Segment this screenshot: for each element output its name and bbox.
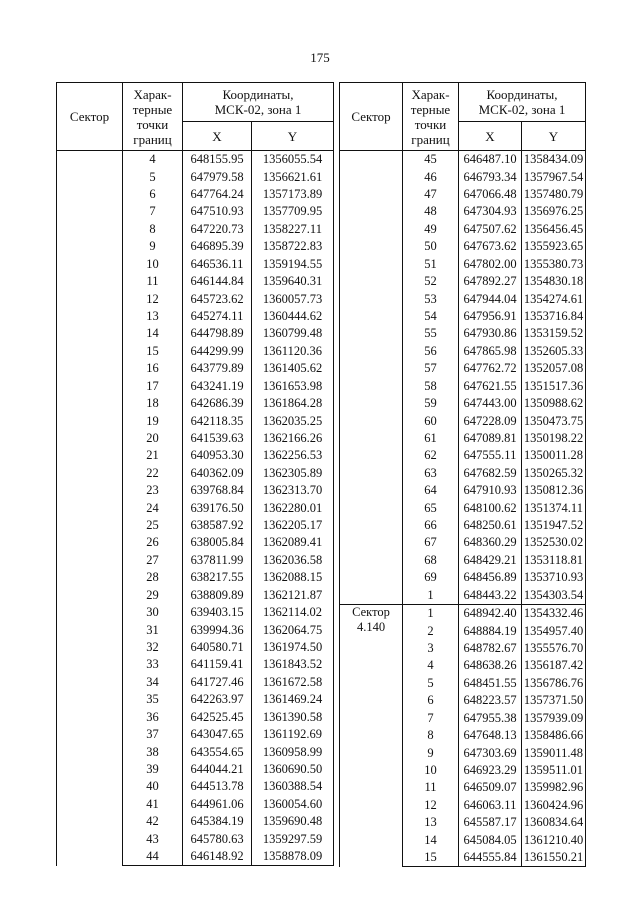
y-coordinate-cell: 1360958.99 — [252, 743, 334, 760]
point-number-cell: 32 — [123, 639, 183, 656]
points-header-line: терные — [410, 101, 451, 117]
x-coordinate-cell: 639176.50 — [183, 499, 252, 516]
x-coordinate-cell: 647510.93 — [183, 203, 252, 220]
y-coordinate-cell: 1356786.76 — [522, 675, 586, 692]
x-coordinate-cell: 642118.35 — [183, 412, 252, 429]
points-header-line: терные — [132, 101, 173, 117]
y-coordinate-cell: 1361974.50 — [252, 639, 334, 656]
y-coordinate-cell: 1360834.64 — [522, 814, 586, 831]
y-coordinate-cell: 1359511.01 — [522, 762, 586, 779]
x-coordinate-cell: 646793.34 — [459, 168, 522, 185]
x-coordinate-cell: 648250.61 — [459, 517, 522, 534]
x-coordinate-cell: 645780.63 — [183, 830, 252, 847]
point-number-cell: 10 — [123, 256, 183, 273]
x-coordinate-cell: 647621.55 — [459, 377, 522, 394]
x-coordinate-cell: 647764.24 — [183, 186, 252, 203]
y-coordinate-cell: 1354830.18 — [522, 273, 586, 290]
x-header: X — [183, 122, 252, 151]
x-coordinate-cell: 640362.09 — [183, 465, 252, 482]
y-coordinate-cell: 1360057.73 — [252, 290, 334, 307]
table-row — [340, 604, 586, 622]
point-number-cell: 39 — [123, 761, 183, 778]
x-coordinate-cell: 646895.39 — [183, 238, 252, 255]
point-number-cell: 9 — [123, 238, 183, 255]
point-number-cell: 41 — [123, 796, 183, 813]
y-coordinate-cell: 1357967.54 — [522, 168, 586, 185]
y-coordinate-cell: 1358434.09 — [522, 151, 586, 169]
x-coordinate-cell: 638217.55 — [183, 569, 252, 586]
y-coordinate-cell: 1361864.28 — [252, 395, 334, 412]
y-coordinate-cell: 1353118.81 — [522, 552, 586, 569]
table-row — [340, 151, 586, 169]
point-number-cell: 28 — [123, 569, 183, 586]
x-coordinate-cell: 638005.84 — [183, 534, 252, 551]
y-coordinate-cell: 1359690.48 — [252, 813, 334, 830]
point-number-cell: 48 — [403, 203, 459, 220]
x-coordinate-cell: 640953.30 — [183, 447, 252, 464]
y-coordinate-cell: 1358227.11 — [252, 221, 334, 238]
point-number-cell: 22 — [123, 465, 183, 482]
point-number-cell: 21 — [123, 447, 183, 464]
coordinates-header-line: Координаты, — [486, 87, 558, 102]
x-coordinate-cell: 645274.11 — [183, 308, 252, 325]
x-coordinate-cell: 648360.29 — [459, 534, 522, 551]
x-coordinate-cell: 647555.11 — [459, 447, 522, 464]
y-coordinate-cell: 1361405.62 — [252, 360, 334, 377]
point-number-cell: 35 — [123, 691, 183, 708]
sector-label: 4.140 — [356, 619, 386, 634]
x-coordinate-cell: 644513.78 — [183, 778, 252, 795]
y-coordinate-cell: 1358722.83 — [252, 238, 334, 255]
y-coordinate-cell: 1362205.17 — [252, 517, 334, 534]
point-number-cell: 1 — [403, 587, 459, 605]
x-coordinate-cell: 647892.27 — [459, 273, 522, 290]
point-number-cell: 11 — [403, 779, 459, 796]
y-coordinate-cell: 1359640.31 — [252, 273, 334, 290]
y-coordinate-cell: 1356187.42 — [522, 657, 586, 674]
y-coordinate-cell: 1350198.22 — [522, 430, 586, 447]
x-coordinate-cell: 644044.21 — [183, 761, 252, 778]
y-coordinate-cell: 1354274.61 — [522, 290, 586, 307]
point-number-cell: 44 — [123, 848, 183, 866]
y-coordinate-cell: 1354957.40 — [522, 622, 586, 639]
x-coordinate-cell: 647220.73 — [183, 221, 252, 238]
point-number-cell: 25 — [123, 517, 183, 534]
y-coordinate-cell: 1362064.75 — [252, 621, 334, 638]
x-coordinate-cell: 648638.26 — [459, 657, 522, 674]
x-coordinate-cell: 642263.97 — [183, 691, 252, 708]
point-number-cell: 15 — [123, 343, 183, 360]
points-header-line: границ — [133, 131, 172, 147]
y-coordinate-cell: 1350812.36 — [522, 482, 586, 499]
point-number-cell: 69 — [403, 569, 459, 586]
y-coordinate-cell: 1353710.93 — [522, 569, 586, 586]
y-header: Y — [252, 122, 334, 151]
x-coordinate-cell: 648443.22 — [459, 587, 522, 605]
sector-cell — [340, 151, 403, 605]
point-number-cell: 7 — [403, 710, 459, 727]
x-header: X — [459, 122, 522, 151]
y-coordinate-cell: 1360444.62 — [252, 308, 334, 325]
x-coordinate-cell: 647507.62 — [459, 221, 522, 238]
x-coordinate-cell: 647303.69 — [459, 744, 522, 761]
point-number-cell: 34 — [123, 674, 183, 691]
x-coordinate-cell: 642686.39 — [183, 395, 252, 412]
point-number-cell: 16 — [123, 360, 183, 377]
x-coordinate-cell: 643779.89 — [183, 360, 252, 377]
table-body-right — [340, 151, 586, 867]
x-coordinate-cell: 647648.13 — [459, 727, 522, 744]
x-coordinate-cell: 641727.46 — [183, 674, 252, 691]
coordinates-header — [459, 83, 586, 122]
point-number-cell: 66 — [403, 517, 459, 534]
y-coordinate-cell: 1356621.61 — [252, 168, 334, 185]
y-coordinate-cell: 1350988.62 — [522, 395, 586, 412]
y-coordinate-cell: 1362088.15 — [252, 569, 334, 586]
x-coordinate-cell: 648155.95 — [183, 151, 252, 169]
coordinates-table-right — [339, 82, 586, 867]
point-number-cell: 45 — [403, 151, 459, 169]
point-number-cell: 27 — [123, 552, 183, 569]
x-coordinate-cell: 648451.55 — [459, 675, 522, 692]
point-number-cell: 8 — [123, 221, 183, 238]
x-coordinate-cell: 647910.93 — [459, 482, 522, 499]
y-coordinate-cell: 1360424.96 — [522, 797, 586, 814]
x-coordinate-cell: 643241.19 — [183, 377, 252, 394]
x-coordinate-cell: 647944.04 — [459, 290, 522, 307]
x-coordinate-cell: 645587.17 — [459, 814, 522, 831]
y-coordinate-cell: 1362121.87 — [252, 587, 334, 604]
point-number-cell: 20 — [123, 430, 183, 447]
point-number-cell: 61 — [403, 430, 459, 447]
x-coordinate-cell: 647955.38 — [459, 710, 522, 727]
coordinates-header — [183, 83, 334, 122]
x-coordinate-cell: 647673.62 — [459, 238, 522, 255]
coordinates-header-line: МСК-02, зона 1 — [478, 102, 566, 117]
point-number-cell: 9 — [403, 744, 459, 761]
point-number-cell: 4 — [123, 151, 183, 169]
point-number-cell: 67 — [403, 534, 459, 551]
y-coordinate-cell: 1362166.26 — [252, 430, 334, 447]
y-coordinate-cell: 1356976.25 — [522, 203, 586, 220]
point-number-cell: 3 — [403, 640, 459, 657]
point-number-cell: 65 — [403, 499, 459, 516]
y-coordinate-cell: 1360054.60 — [252, 796, 334, 813]
point-number-cell: 17 — [123, 377, 183, 394]
point-number-cell: 2 — [403, 622, 459, 639]
x-coordinate-cell: 645384.19 — [183, 813, 252, 830]
x-coordinate-cell: 647865.98 — [459, 343, 522, 360]
points-header — [123, 83, 183, 151]
y-coordinate-cell: 1360690.50 — [252, 761, 334, 778]
coordinates-header-line: Координаты, — [222, 87, 294, 102]
x-coordinate-cell: 645723.62 — [183, 290, 252, 307]
point-number-cell: 60 — [403, 412, 459, 429]
point-number-cell: 57 — [403, 360, 459, 377]
y-coordinate-cell: 1357480.79 — [522, 186, 586, 203]
x-coordinate-cell: 646923.29 — [459, 762, 522, 779]
sector-cell — [57, 151, 123, 866]
x-coordinate-cell: 647089.81 — [459, 430, 522, 447]
point-number-cell: 54 — [403, 308, 459, 325]
point-number-cell: 15 — [403, 849, 459, 867]
y-coordinate-cell: 1362305.89 — [252, 465, 334, 482]
y-coordinate-cell: 1357173.89 — [252, 186, 334, 203]
y-coordinate-cell: 1361653.98 — [252, 377, 334, 394]
sector-cell — [340, 604, 403, 866]
y-coordinate-cell: 1353159.52 — [522, 325, 586, 342]
y-coordinate-cell: 1357939.09 — [522, 710, 586, 727]
point-number-cell: 40 — [123, 778, 183, 795]
point-number-cell: 24 — [123, 499, 183, 516]
point-number-cell: 56 — [403, 343, 459, 360]
y-coordinate-cell: 1362256.53 — [252, 447, 334, 464]
x-coordinate-cell: 642525.45 — [183, 709, 252, 726]
point-number-cell: 6 — [403, 692, 459, 709]
point-number-cell: 64 — [403, 482, 459, 499]
point-number-cell: 52 — [403, 273, 459, 290]
points-header-line: Харак- — [411, 86, 450, 102]
x-coordinate-cell: 648456.89 — [459, 569, 522, 586]
point-number-cell: 14 — [123, 325, 183, 342]
point-number-cell: 7 — [123, 203, 183, 220]
x-coordinate-cell: 644555.84 — [459, 849, 522, 867]
sector-header: Сектор — [340, 83, 403, 151]
points-header — [403, 83, 459, 151]
x-coordinate-cell: 648942.40 — [459, 604, 522, 622]
x-coordinate-cell: 641159.41 — [183, 656, 252, 673]
point-number-cell: 53 — [403, 290, 459, 307]
sector-label: Сектор — [352, 604, 390, 619]
y-coordinate-cell: 1361192.69 — [252, 726, 334, 743]
x-coordinate-cell: 646536.11 — [183, 256, 252, 273]
y-coordinate-cell: 1361120.36 — [252, 343, 334, 360]
y-header: Y — [522, 122, 586, 151]
point-number-cell: 43 — [123, 830, 183, 847]
x-coordinate-cell: 647930.86 — [459, 325, 522, 342]
point-number-cell: 23 — [123, 482, 183, 499]
point-number-cell: 19 — [123, 412, 183, 429]
y-coordinate-cell: 1361210.40 — [522, 831, 586, 848]
point-number-cell: 37 — [123, 726, 183, 743]
point-number-cell: 50 — [403, 238, 459, 255]
y-coordinate-cell: 1361469.24 — [252, 691, 334, 708]
point-number-cell: 26 — [123, 534, 183, 551]
y-coordinate-cell: 1358486.66 — [522, 727, 586, 744]
y-coordinate-cell: 1361843.52 — [252, 656, 334, 673]
point-number-cell: 10 — [403, 762, 459, 779]
y-coordinate-cell: 1356055.54 — [252, 151, 334, 169]
x-coordinate-cell: 647762.72 — [459, 360, 522, 377]
x-coordinate-cell: 648223.57 — [459, 692, 522, 709]
point-number-cell: 31 — [123, 621, 183, 638]
x-coordinate-cell: 643554.65 — [183, 743, 252, 760]
y-coordinate-cell: 1350473.75 — [522, 412, 586, 429]
y-coordinate-cell: 1354332.46 — [522, 604, 586, 622]
table-body-left — [57, 151, 334, 866]
y-coordinate-cell: 1356456.45 — [522, 221, 586, 238]
y-coordinate-cell: 1362089.41 — [252, 534, 334, 551]
point-number-cell: 13 — [123, 308, 183, 325]
y-coordinate-cell: 1359297.59 — [252, 830, 334, 847]
y-coordinate-cell: 1359011.48 — [522, 744, 586, 761]
point-number-cell: 38 — [123, 743, 183, 760]
x-coordinate-cell: 647802.00 — [459, 256, 522, 273]
y-coordinate-cell: 1357709.95 — [252, 203, 334, 220]
y-coordinate-cell: 1359194.55 — [252, 256, 334, 273]
y-coordinate-cell: 1352605.33 — [522, 343, 586, 360]
y-coordinate-cell: 1357371.50 — [522, 692, 586, 709]
point-number-cell: 14 — [403, 831, 459, 848]
point-number-cell: 68 — [403, 552, 459, 569]
point-number-cell: 58 — [403, 377, 459, 394]
point-number-cell: 47 — [403, 186, 459, 203]
sector-header: Сектор — [57, 83, 123, 151]
x-coordinate-cell: 648884.19 — [459, 622, 522, 639]
x-coordinate-cell: 645084.05 — [459, 831, 522, 848]
y-coordinate-cell: 1362035.25 — [252, 412, 334, 429]
y-coordinate-cell: 1353716.84 — [522, 308, 586, 325]
x-coordinate-cell: 644299.99 — [183, 343, 252, 360]
x-coordinate-cell: 643047.65 — [183, 726, 252, 743]
points-header-line: границ — [411, 131, 450, 147]
x-coordinate-cell: 646144.84 — [183, 273, 252, 290]
x-coordinate-cell: 646063.11 — [459, 797, 522, 814]
table-row — [57, 151, 334, 169]
y-coordinate-cell: 1351517.36 — [522, 377, 586, 394]
x-coordinate-cell: 638809.89 — [183, 587, 252, 604]
point-number-cell: 1 — [403, 604, 459, 622]
x-coordinate-cell: 646509.07 — [459, 779, 522, 796]
x-coordinate-cell: 647682.59 — [459, 465, 522, 482]
x-coordinate-cell: 647304.93 — [459, 203, 522, 220]
y-coordinate-cell: 1362114.02 — [252, 604, 334, 621]
x-coordinate-cell: 646487.10 — [459, 151, 522, 169]
point-number-cell: 59 — [403, 395, 459, 412]
y-coordinate-cell: 1362280.01 — [252, 499, 334, 516]
point-number-cell: 5 — [123, 168, 183, 185]
y-coordinate-cell: 1350265.32 — [522, 465, 586, 482]
x-coordinate-cell: 639403.15 — [183, 604, 252, 621]
y-coordinate-cell: 1350011.28 — [522, 447, 586, 464]
y-coordinate-cell: 1361672.58 — [252, 674, 334, 691]
point-number-cell: 62 — [403, 447, 459, 464]
y-coordinate-cell: 1352057.08 — [522, 360, 586, 377]
point-number-cell: 36 — [123, 709, 183, 726]
point-number-cell: 30 — [123, 604, 183, 621]
x-coordinate-cell: 646148.92 — [183, 848, 252, 866]
y-coordinate-cell: 1355923.65 — [522, 238, 586, 255]
x-coordinate-cell: 640580.71 — [183, 639, 252, 656]
y-coordinate-cell: 1351947.52 — [522, 517, 586, 534]
y-coordinate-cell: 1362313.70 — [252, 482, 334, 499]
x-coordinate-cell: 639994.36 — [183, 621, 252, 638]
y-coordinate-cell: 1360388.54 — [252, 778, 334, 795]
point-number-cell: 5 — [403, 675, 459, 692]
y-coordinate-cell: 1362036.58 — [252, 552, 334, 569]
x-coordinate-cell: 644798.89 — [183, 325, 252, 342]
point-number-cell: 12 — [403, 797, 459, 814]
x-coordinate-cell: 648100.62 — [459, 499, 522, 516]
coordinates-table-left — [56, 82, 334, 866]
point-number-cell: 63 — [403, 465, 459, 482]
y-coordinate-cell: 1361390.58 — [252, 709, 334, 726]
x-coordinate-cell: 648429.21 — [459, 552, 522, 569]
y-coordinate-cell: 1361550.21 — [522, 849, 586, 867]
y-coordinate-cell: 1360799.48 — [252, 325, 334, 342]
point-number-cell: 49 — [403, 221, 459, 238]
point-number-cell: 6 — [123, 186, 183, 203]
x-coordinate-cell: 637811.99 — [183, 552, 252, 569]
point-number-cell: 18 — [123, 395, 183, 412]
points-header-line: точки — [136, 116, 169, 132]
x-coordinate-cell: 648782.67 — [459, 640, 522, 657]
point-number-cell: 4 — [403, 657, 459, 674]
x-coordinate-cell: 647979.58 — [183, 168, 252, 185]
x-coordinate-cell: 647228.09 — [459, 412, 522, 429]
point-number-cell: 46 — [403, 168, 459, 185]
x-coordinate-cell: 639768.84 — [183, 482, 252, 499]
points-header-line: Харак- — [133, 86, 172, 102]
y-coordinate-cell: 1358878.09 — [252, 848, 334, 866]
point-number-cell: 42 — [123, 813, 183, 830]
point-number-cell: 55 — [403, 325, 459, 342]
point-number-cell: 8 — [403, 727, 459, 744]
point-number-cell: 51 — [403, 256, 459, 273]
x-coordinate-cell: 644961.06 — [183, 796, 252, 813]
y-coordinate-cell: 1352530.02 — [522, 534, 586, 551]
x-coordinate-cell: 647066.48 — [459, 186, 522, 203]
y-coordinate-cell: 1359982.96 — [522, 779, 586, 796]
y-coordinate-cell: 1355576.70 — [522, 640, 586, 657]
x-coordinate-cell: 647443.00 — [459, 395, 522, 412]
x-coordinate-cell: 638587.92 — [183, 517, 252, 534]
page-number: 175 — [310, 50, 330, 65]
point-number-cell: 33 — [123, 656, 183, 673]
points-header-line: точки — [414, 116, 447, 132]
y-coordinate-cell: 1351374.11 — [522, 499, 586, 516]
x-coordinate-cell: 647956.91 — [459, 308, 522, 325]
coordinates-header-line: МСК-02, зона 1 — [214, 102, 302, 117]
point-number-cell: 29 — [123, 587, 183, 604]
y-coordinate-cell: 1354303.54 — [522, 587, 586, 605]
point-number-cell: 12 — [123, 290, 183, 307]
point-number-cell: 13 — [403, 814, 459, 831]
x-coordinate-cell: 641539.63 — [183, 430, 252, 447]
point-number-cell: 11 — [123, 273, 183, 290]
y-coordinate-cell: 1355380.73 — [522, 256, 586, 273]
